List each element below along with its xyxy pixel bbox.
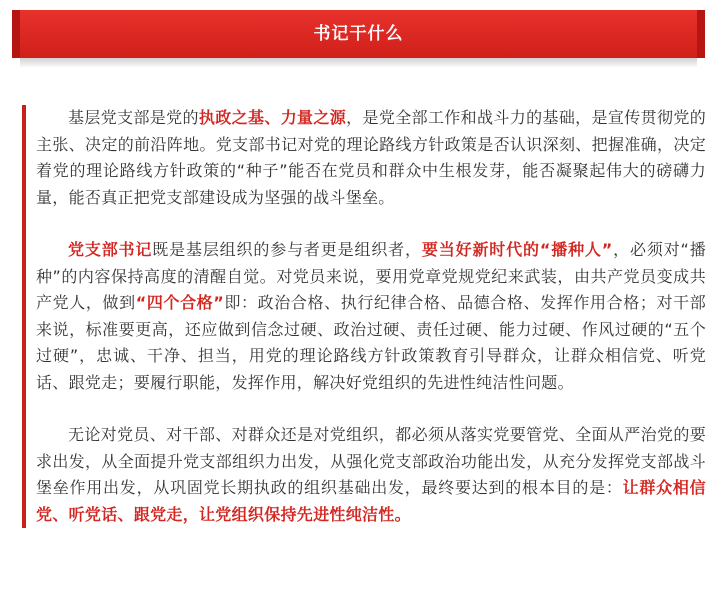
paragraph-3 (36, 422, 706, 528)
article-body (22, 105, 706, 528)
text-segment: 基层党支部是党的 (68, 108, 199, 127)
highlight-text: “四个合格” (135, 293, 225, 312)
text-segment: ，必须对“播种”的内容保持高度的清醒自觉。对党员来说，要用党章党规党纪来武装，由共产党员变成共产党人，做到 (36, 240, 706, 312)
paragraph-2 (36, 237, 706, 396)
banner-shadow (20, 58, 697, 68)
paragraph-1 (36, 105, 706, 211)
title-banner (20, 10, 697, 58)
text-segment: 无论对党员、对干部、对群众还是对党组织，都必须从落实党要管党、全面从严治党的要求出发，从全面提升党支部组织力出发，从强化党支部政治功能出发，从充分发挥党支部战斗堡垒作用出发，从巩固党长期执政的组织基础出发，最终要达到的根本目的是： (36, 425, 706, 497)
highlight-text: 党支部书记 (68, 240, 153, 259)
text-segment: ，是党全部工作和战斗力的基础，是宣传贯彻党的主张、决定的前沿阵地。党支部书记对党的理论路线方针政策是否认识深刻、把握准确，决定着党的理论路线方针政策的“种子”能否在党员和群众中生根发芽，能否凝聚起伟大的磅礴力量，能否真正把党支部建设成为坚强的战斗堡垒。 (36, 108, 707, 207)
text-segment: 既是基层组织的参与者更是组织者， (152, 240, 422, 259)
highlight-text: 要当好新时代的“播种人” (421, 240, 613, 259)
highlight-text: 让群众相信党、听党话、跟党走，让党组织保持先进性纯洁性。 (36, 478, 706, 524)
banner-title: 书记干什么 (313, 24, 404, 44)
highlight-text: 执政之基、力量之源 (198, 108, 347, 127)
text-segment: 即：政治合格、执行纪律合格、品德合格、发挥作用合格；对干部来说，标准要更高，还应做到信念过硬、政治过硬、责任过硬、能力过硬、作风过硬的“五个过硬”，忠诚、干净、担当，用党的理论路线方针政策教育引导群众，让群众相信党、听党话、跟党走；要履行职能，发挥作用，解决好党组织的先进性纯洁性问题。 (36, 293, 706, 392)
